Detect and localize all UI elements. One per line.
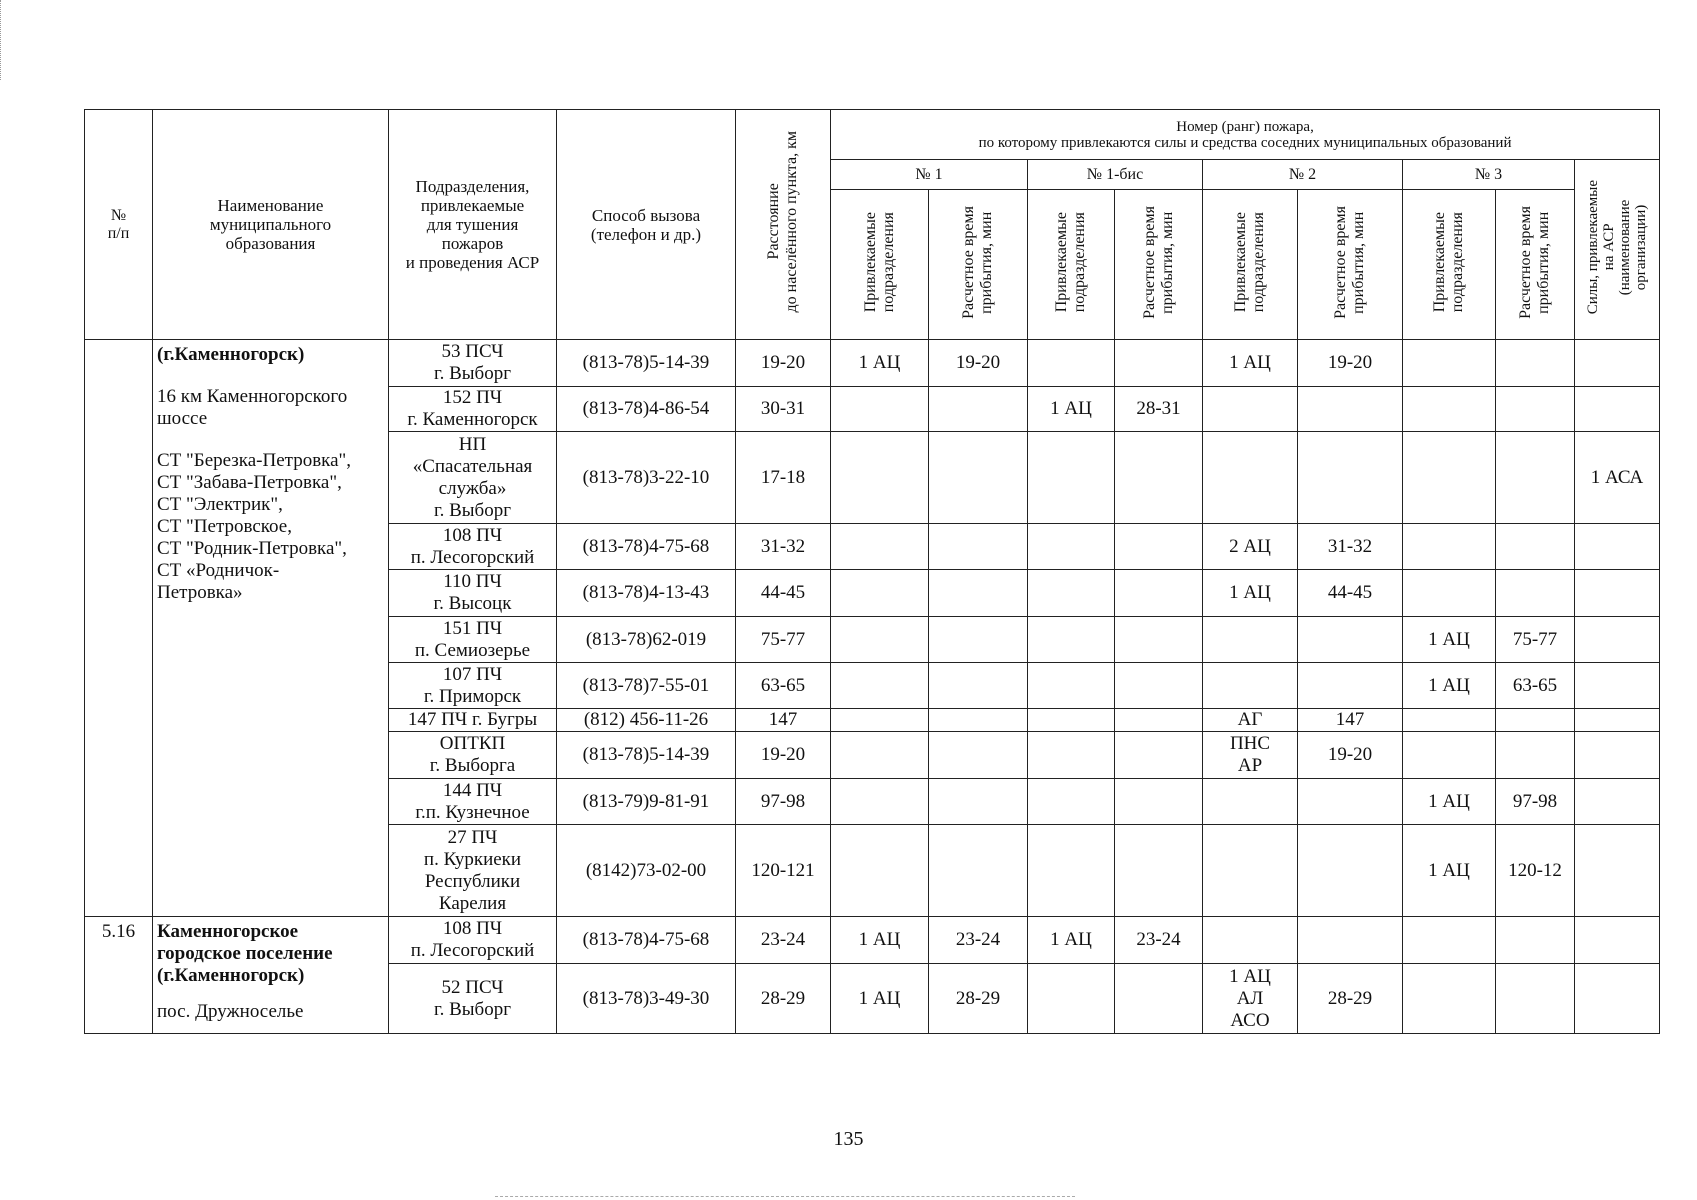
asr-forces-cell xyxy=(1575,387,1660,432)
rank2-time-cell xyxy=(1298,617,1403,663)
unit-cell-text: 151 ПЧ п. Семиозерье xyxy=(414,617,531,661)
distance-cell-text: 30-31 xyxy=(760,398,806,419)
rank2-time-cell-text: 147 xyxy=(1335,709,1365,730)
rank1-time-cell xyxy=(929,825,1028,917)
distance-cell-text: 75-77 xyxy=(760,628,806,650)
unit-cell-text: 152 ПЧ г. Каменногорск xyxy=(407,387,538,430)
rank1bis-units-cell xyxy=(1028,709,1115,732)
rank2-time-cell xyxy=(1298,917,1403,964)
rank1bis-time-cell xyxy=(1115,432,1203,524)
phone-cell xyxy=(557,964,736,1034)
phone-cell xyxy=(557,917,736,964)
rank2-units-cell-text: АГ xyxy=(1237,709,1263,730)
header-rank-3-units xyxy=(1403,190,1496,340)
rank2-time-cell-text: 19-20 xyxy=(1327,744,1373,765)
table-header xyxy=(85,110,1660,340)
rank2-time-cell xyxy=(1298,663,1403,709)
rank1-time-cell-text: 23-24 xyxy=(955,929,1001,950)
header-rank-3: № 3 xyxy=(1403,160,1575,190)
rank1-units-cell-text: 1 АЦ xyxy=(858,929,901,950)
mo-area: СТ "Березка-Петровка", СТ "Забава-Петровка", СТ "Электрик", СТ "Петровское, СТ "Родник-Петровка", СТ «Родничок- Петровка» xyxy=(157,450,352,603)
phone-cell-text: (812) 456-11-26 xyxy=(583,709,709,730)
header-mo-name-text: Наименование муниципального образования xyxy=(209,196,332,253)
rank3-time-cell-text: 120-12 xyxy=(1508,859,1562,881)
rank3-units-cell xyxy=(1403,663,1496,709)
rank1bis-units-cell xyxy=(1028,340,1115,387)
header-rank-2-units-text: Привлекаемые подразделения xyxy=(1232,211,1267,313)
phone-cell xyxy=(557,825,736,917)
unit-cell-text: 53 ПСЧ г. Выборг xyxy=(433,341,512,384)
row-num-cell xyxy=(85,340,153,917)
unit-cell xyxy=(389,825,557,917)
rank1-time-cell xyxy=(929,779,1028,825)
header-rank-1bis-units xyxy=(1028,190,1115,340)
asr-forces-cell xyxy=(1575,779,1660,825)
header-rank-3-time xyxy=(1496,190,1575,340)
rank2-units-cell-text: 1 АЦ xyxy=(1229,352,1271,373)
phone-cell-text: (8142)73-02-00 xyxy=(585,859,707,881)
phone-cell xyxy=(557,663,736,709)
rank2-units-cell-text: 1 АЦ xyxy=(1229,582,1271,603)
phone-cell xyxy=(557,387,736,432)
phone-cell-text: (813-78)3-22-10 xyxy=(582,466,710,488)
phone-cell xyxy=(557,432,736,524)
header-rank-title-text: Номер (ранг) пожара, по которому привлекаются силы и средства соседних муниципальных образований xyxy=(978,118,1512,151)
unit-cell xyxy=(389,340,557,387)
rank1-time-cell xyxy=(929,917,1028,964)
rank1bis-units-cell xyxy=(1028,825,1115,917)
rank1-units-cell xyxy=(831,663,929,709)
header-call-method-text: Способ вызова (телефон и др.) xyxy=(590,205,702,244)
rank3-time-cell xyxy=(1496,570,1575,617)
phone-cell-text: (813-78)5-14-39 xyxy=(582,744,710,765)
rank1bis-time-cell xyxy=(1115,709,1203,732)
rank1-time-cell xyxy=(929,524,1028,570)
rank2-time-cell-text: 28-29 xyxy=(1327,987,1373,1009)
distance-cell-text: 23-24 xyxy=(760,929,806,950)
rank2-time-cell xyxy=(1298,825,1403,917)
unit-cell xyxy=(389,779,557,825)
rank2-time-cell xyxy=(1298,432,1403,524)
page-number: 135 xyxy=(833,1128,864,1150)
rank3-units-cell xyxy=(1403,387,1496,432)
phone-cell-text: (813-78)4-86-54 xyxy=(582,398,710,419)
header-num-text: № п/п xyxy=(107,206,130,242)
rank2-units-cell xyxy=(1203,570,1298,617)
mo-title: (г.Каменногорск) xyxy=(157,344,305,365)
phone-cell xyxy=(557,617,736,663)
phone-cell xyxy=(557,732,736,779)
rank1-units-cell xyxy=(831,340,929,387)
distance-cell-text: 147 xyxy=(768,709,798,730)
rank1bis-time-cell-text: 28-31 xyxy=(1136,398,1181,419)
header-rank-1bis-time xyxy=(1115,190,1203,340)
distance-cell-text: 97-98 xyxy=(760,790,806,812)
block-a-rows xyxy=(85,340,1660,917)
rank2-units-cell xyxy=(1203,732,1298,779)
distance-cell-text: 44-45 xyxy=(760,582,806,603)
distance-cell xyxy=(736,387,831,432)
header-rank-2-time xyxy=(1298,190,1403,340)
rank1bis-units-cell xyxy=(1028,524,1115,570)
rank3-units-cell xyxy=(1403,825,1496,917)
phone-cell-text: (813-78)4-75-68 xyxy=(582,535,710,557)
rank2-time-cell xyxy=(1298,964,1403,1034)
header-rank-3-units-text: Привлекаемые подразделения xyxy=(1431,211,1466,313)
rank3-units-cell xyxy=(1403,964,1496,1034)
block-b-rows xyxy=(85,917,1660,1034)
rank2-units-cell xyxy=(1203,340,1298,387)
unit-cell-text: 108 ПЧ п. Лесогорский xyxy=(410,918,535,961)
phone-cell-text: (813-78)5-14-39 xyxy=(582,352,710,373)
unit-cell-text: 147 ПЧ г. Бугры xyxy=(407,709,538,730)
header-asr-forces-text: Силы, привлекаемые на АСР (наименование организации) xyxy=(1585,180,1650,315)
distance-cell-text: 28-29 xyxy=(760,987,806,1009)
rank3-units-cell xyxy=(1403,570,1496,617)
rank2-time-cell xyxy=(1298,709,1403,732)
rank2-time-cell-text: 44-45 xyxy=(1327,582,1373,603)
phone-cell-text: (813-78)7-55-01 xyxy=(582,674,710,696)
distance-cell-text: 63-65 xyxy=(760,674,806,696)
rank2-time-cell xyxy=(1298,779,1403,825)
rank1-time-cell-text: 19-20 xyxy=(955,352,1001,373)
rank1bis-units-cell xyxy=(1028,617,1115,663)
asr-forces-cell xyxy=(1575,825,1660,917)
unit-cell xyxy=(389,570,557,617)
distance-cell-text: 120-121 xyxy=(751,859,815,881)
rank1-units-cell xyxy=(831,732,929,779)
asr-forces-cell xyxy=(1575,617,1660,663)
rank1bis-units-cell xyxy=(1028,732,1115,779)
asr-forces-cell xyxy=(1575,709,1660,732)
header-rank-title xyxy=(831,110,1660,160)
rank2-units-cell xyxy=(1203,779,1298,825)
spacer xyxy=(157,366,384,386)
rank1bis-time-cell xyxy=(1115,663,1203,709)
rank3-time-cell xyxy=(1496,524,1575,570)
header-rank-1bis-units-text: Привлекаемые подразделения xyxy=(1053,211,1088,313)
phone-cell xyxy=(557,570,736,617)
header-rank-1-time-text: Расчетное время прибытия, мин xyxy=(960,205,995,319)
rank2-time-cell xyxy=(1298,570,1403,617)
rank2-units-cell xyxy=(1203,387,1298,432)
header-mo-name xyxy=(153,110,389,340)
distance-cell xyxy=(736,524,831,570)
distance-cell-text: 19-20 xyxy=(760,352,806,373)
header-num xyxy=(85,110,153,340)
header-rank-3-time-text: Расчетное время прибытия, мин xyxy=(1517,205,1552,319)
rank2-units-cell xyxy=(1203,524,1298,570)
rank2-units-cell xyxy=(1203,663,1298,709)
unit-cell-text: 52 ПСЧ г. Выборг xyxy=(433,976,512,1020)
rank1-time-cell xyxy=(929,709,1028,732)
distance-cell xyxy=(736,917,831,964)
rank1-units-cell-text: 1 АЦ xyxy=(858,987,901,1009)
distance-cell xyxy=(736,825,831,917)
header-rank-1bis-time-text: Расчетное время прибытия, мин xyxy=(1140,205,1176,319)
rank1bis-time-cell xyxy=(1115,779,1203,825)
distance-cell xyxy=(736,570,831,617)
rank3-units-cell-text: 1 АЦ xyxy=(1428,674,1470,696)
rank1bis-time-cell xyxy=(1115,570,1203,617)
phone-cell-text: (813-78)62-019 xyxy=(585,628,707,650)
rank1-time-cell xyxy=(929,340,1028,387)
rank3-time-cell xyxy=(1496,387,1575,432)
distance-cell xyxy=(736,432,831,524)
rank1bis-time-cell xyxy=(1115,617,1203,663)
unit-cell-text: 27 ПЧ п. Куркиеки Республики Карелия xyxy=(423,826,522,914)
scan-bottom-rule xyxy=(495,1196,1075,1197)
rank1-time-cell xyxy=(929,387,1028,432)
unit-cell xyxy=(389,524,557,570)
rank3-time-cell-text: 97-98 xyxy=(1512,790,1558,812)
header-rank-2-time-text: Расчетное время прибытия, мин xyxy=(1332,205,1367,319)
distance-cell xyxy=(736,732,831,779)
fire-forces-table xyxy=(84,109,1660,1034)
rank1-units-cell xyxy=(831,964,929,1034)
rank2-units-cell-text: 2 АЦ xyxy=(1229,535,1271,557)
rank3-units-cell-text: 1 АЦ xyxy=(1428,790,1470,812)
rank3-time-cell xyxy=(1496,917,1575,964)
rank2-time-cell xyxy=(1298,387,1403,432)
rank3-units-cell xyxy=(1403,432,1496,524)
rank1bis-units-cell xyxy=(1028,779,1115,825)
distance-cell xyxy=(736,663,831,709)
unit-cell-text: 108 ПЧ п. Лесогорский xyxy=(410,524,535,568)
rank1bis-units-cell xyxy=(1028,964,1115,1034)
unit-cell xyxy=(389,387,557,432)
rank1bis-time-cell xyxy=(1115,340,1203,387)
unit-cell xyxy=(389,617,557,663)
header-rank-1: № 1 xyxy=(831,160,1028,190)
phone-cell xyxy=(557,340,736,387)
rank3-units-cell-text: 1 АЦ xyxy=(1428,628,1470,650)
rank1bis-time-cell xyxy=(1115,964,1203,1034)
rank2-time-cell xyxy=(1298,340,1403,387)
distance-cell xyxy=(736,340,831,387)
rank1bis-time-cell xyxy=(1115,917,1203,964)
header-call-method xyxy=(557,110,736,340)
rank2-units-cell xyxy=(1203,825,1298,917)
rank2-time-cell xyxy=(1298,524,1403,570)
phone-cell-text: (813-78)4-13-43 xyxy=(582,582,710,603)
distance-cell xyxy=(736,709,831,732)
header-rank-1-units-text: Привлекаемые подразделения xyxy=(861,211,897,313)
rank1bis-time-cell xyxy=(1115,732,1203,779)
phone-cell-text: (813-78)3-49-30 xyxy=(582,987,710,1009)
asr-forces-cell xyxy=(1575,964,1660,1034)
rank3-units-cell xyxy=(1403,340,1496,387)
table-row xyxy=(85,917,1660,964)
rank1-units-cell xyxy=(831,617,929,663)
rank1-units-cell xyxy=(831,570,929,617)
scan-edge-marks xyxy=(0,0,4,80)
rank1-units-cell xyxy=(831,524,929,570)
rank2-units-cell xyxy=(1203,917,1298,964)
rank1bis-units-cell xyxy=(1028,917,1115,964)
rank3-units-cell xyxy=(1403,779,1496,825)
rank1bis-units-cell xyxy=(1028,387,1115,432)
rank3-units-cell xyxy=(1403,732,1496,779)
rank2-time-cell-text: 31-32 xyxy=(1327,535,1373,557)
unit-cell xyxy=(389,432,557,524)
asr-forces-cell xyxy=(1575,732,1660,779)
rank1-units-cell xyxy=(831,387,929,432)
distance-cell xyxy=(736,617,831,663)
distance-cell-text: 19-20 xyxy=(760,744,806,765)
rank1-time-cell-text: 28-29 xyxy=(955,987,1001,1009)
mo-name-cell xyxy=(153,917,389,1034)
rank3-units-cell xyxy=(1403,617,1496,663)
rank3-time-cell xyxy=(1496,432,1575,524)
asr-forces-cell xyxy=(1575,340,1660,387)
rank2-time-cell xyxy=(1298,732,1403,779)
rank1-time-cell xyxy=(929,432,1028,524)
rank3-units-cell-text: 1 АЦ xyxy=(1428,859,1470,881)
rank1-units-cell xyxy=(831,825,929,917)
rank3-units-cell xyxy=(1403,709,1496,732)
row-num-cell: 5.16 xyxy=(85,917,153,1034)
asr-forces-cell xyxy=(1575,570,1660,617)
rank1bis-units-cell xyxy=(1028,663,1115,709)
rank1-units-cell xyxy=(831,432,929,524)
phone-cell-text: (813-78)4-75-68 xyxy=(582,929,710,950)
rank1-units-cell xyxy=(831,709,929,732)
unit-cell-text: 110 ПЧ г. Высоцк xyxy=(433,571,512,614)
rank1bis-units-cell-text: 1 АЦ xyxy=(1050,398,1092,419)
phone-cell xyxy=(557,779,736,825)
asr-forces-cell xyxy=(1575,917,1660,964)
rank2-units-cell xyxy=(1203,709,1298,732)
rank3-units-cell xyxy=(1403,917,1496,964)
unit-cell-text: НП «Спасательная служба» г. Выборг xyxy=(412,433,533,521)
rank1bis-time-cell xyxy=(1115,387,1203,432)
rank2-units-cell-text: 1 АЦ АЛ АСО xyxy=(1229,965,1271,1031)
mo-area: пос. Дружноселье xyxy=(157,1001,304,1022)
header-distance xyxy=(736,110,831,340)
rank1bis-units-cell-text: 1 АЦ xyxy=(1050,929,1092,950)
unit-cell xyxy=(389,709,557,732)
rank1-time-cell xyxy=(929,617,1028,663)
unit-cell xyxy=(389,917,557,964)
rank3-time-cell xyxy=(1496,825,1575,917)
rank1-units-cell xyxy=(831,917,929,964)
asr-forces-cell xyxy=(1575,432,1660,524)
rank1bis-time-cell xyxy=(1115,825,1203,917)
phone-cell xyxy=(557,709,736,732)
rank2-units-cell-text: ПНС АР xyxy=(1229,733,1271,776)
rank3-time-cell xyxy=(1496,964,1575,1034)
header-units-text: Подразделения, привлекаемые для тушения пожаров и проведения АСР xyxy=(405,177,540,272)
unit-cell-text: 144 ПЧ г.п. Кузнечное xyxy=(415,779,530,823)
rank1-time-cell xyxy=(929,732,1028,779)
header-rank-1-units xyxy=(831,190,929,340)
asr-forces-cell xyxy=(1575,663,1660,709)
rank3-units-cell xyxy=(1403,524,1496,570)
header-rank-2: № 2 xyxy=(1203,160,1403,190)
phone-cell-text: (813-79)9-81-91 xyxy=(582,790,710,812)
rank3-time-cell xyxy=(1496,617,1575,663)
distance-cell xyxy=(736,779,831,825)
rank3-time-cell xyxy=(1496,732,1575,779)
mo-area: 16 км Каменногорского шоссе xyxy=(157,386,348,429)
mo-title: Каменногорское городское поселение (г.Каменногорск) xyxy=(157,921,333,986)
rank1-time-cell xyxy=(929,964,1028,1034)
asr-forces-cell xyxy=(1575,524,1660,570)
asr-forces-cell-text: 1 АСА xyxy=(1590,466,1644,488)
spacer xyxy=(157,987,384,1001)
distance-cell-text: 17-18 xyxy=(760,466,806,488)
phone-cell xyxy=(557,524,736,570)
rank1-time-cell xyxy=(929,663,1028,709)
rank1-time-cell xyxy=(929,570,1028,617)
rank2-units-cell xyxy=(1203,964,1298,1034)
rank1bis-time-cell-text: 23-24 xyxy=(1136,929,1181,950)
table-row xyxy=(85,340,1660,387)
header-rank-2-units xyxy=(1203,190,1298,340)
unit-cell-text: 107 ПЧ г. Приморск xyxy=(423,663,522,707)
header-rank-1-time xyxy=(929,190,1028,340)
rank2-time-cell-text: 19-20 xyxy=(1327,352,1373,373)
header-distance-text: Расстояние до населённого пункта, км xyxy=(765,131,800,313)
rank1bis-units-cell xyxy=(1028,432,1115,524)
rank2-units-cell xyxy=(1203,617,1298,663)
spacer xyxy=(157,430,384,450)
rank3-time-cell xyxy=(1496,340,1575,387)
unit-cell xyxy=(389,663,557,709)
distance-cell xyxy=(736,964,831,1034)
unit-cell-text: ОПТКП г. Выборга xyxy=(429,733,516,776)
rank3-time-cell xyxy=(1496,779,1575,825)
rank2-units-cell xyxy=(1203,432,1298,524)
rank1bis-time-cell xyxy=(1115,524,1203,570)
unit-cell xyxy=(389,732,557,779)
distance-cell-text: 31-32 xyxy=(760,535,806,557)
rank3-time-cell-text: 63-65 xyxy=(1512,674,1558,696)
rank3-time-cell-text: 75-77 xyxy=(1512,628,1558,650)
header-asr-forces xyxy=(1575,160,1660,340)
rank1-units-cell-text: 1 АЦ xyxy=(858,352,901,373)
rank3-time-cell xyxy=(1496,709,1575,732)
header-units xyxy=(389,110,557,340)
mo-name-cell xyxy=(153,340,389,917)
header-rank-1bis: № 1-бис xyxy=(1028,160,1203,190)
unit-cell xyxy=(389,964,557,1034)
rank1-units-cell xyxy=(831,779,929,825)
rank3-time-cell xyxy=(1496,663,1575,709)
rank1bis-units-cell xyxy=(1028,570,1115,617)
